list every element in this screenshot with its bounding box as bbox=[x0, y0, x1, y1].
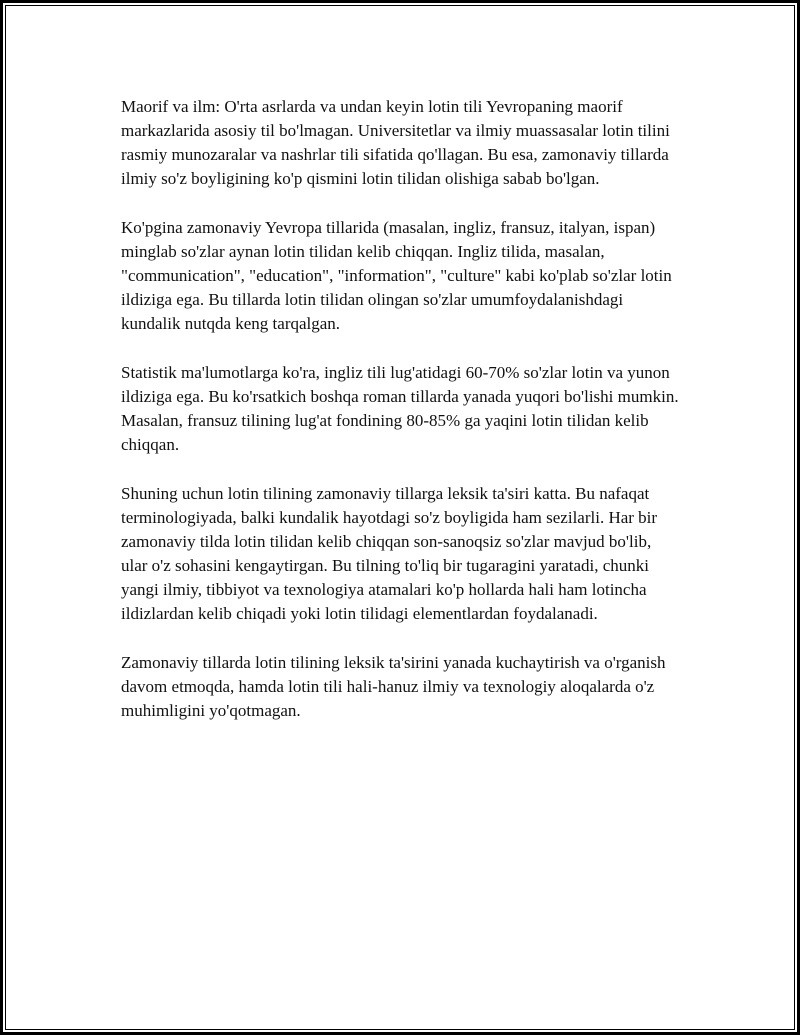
paragraph-xulosa: Zamonaviy tillarda lotin tilining leksik ta'sirini yanada kuchaytirish va o'rganish davom etmoqda, hamda lotin tili hali-hanuz ilmiy va texnologiy aloqalarda o'z muhimligini yo'qotmagan. bbox=[121, 652, 666, 720]
document-body bbox=[121, 95, 681, 748]
paragraph-yevropa-tillari: Ko'pgina zamonaviy Yevropa tillarida (masalan, ingliz, fransuz, italyan, ispan) minglab so'zlar aynan lotin tilidan kelib chiqqan. Ingliz tilida, masalan, "communication", "education", "information", "culture" kabi ko'plab so'zlar lotin ildiziga ega. Bu tillarda lotin tilidan olingan so'zlar umumfoydalanishdagi kundalik nutqda keng tarqalgan. bbox=[121, 217, 672, 334]
paragraph-maorif-va-ilm: Maorif va ilm: O'rta asrlarda va undan keyin lotin tili Yevropaning maorif markazlarida asosiy til bo'lmagan. Universitetlar va ilmiy muassasalar lotin tilini rasmiy munozaralar va nashrlar tili sifatida qo'llagan. Bu esa, zamonaviy tillarda ilmiy so'z boyligining ko'p qismini lotin tilidan olishiga sabab bo'lgan. bbox=[121, 97, 670, 189]
paragraph-statistik-malumotlar: Statistik ma'lumotlarga ko'ra, ingliz tili lug'atidagi 60-70% so'zlar lotin va yunon ildiziga ega. Bu ko'rsatkich boshqa roman tillarda yanada yuqori bo'lishi mumkin. Masalan, fransuz tilining lug'at fondining 80-85% ga yaqini lotin tilidan kelib chiqqan. bbox=[121, 362, 679, 455]
paragraph-leksik-tasir: Shuning uchun lotin tilining zamonaviy tillarga leksik ta'siri katta. Bu nafaqat terminologiyada, balki kundalik hayotdagi so'z boyligida ham sezilarli. Har bir zamonaviy tilda lotin tilidan kelib chiqqan son-sanoqsiz so'zlar mavjud bo'lib, ular o'z sohasini kengaytirgan. Bu tilning to'liq bir tugaragini yaratadi, chunki yangi ilmiy, tibbiyot va texnologiya atamalari ko'p hollarda hali ham lotincha ildizlardan kelib chiqadi yoki lotin tilidagi elementlardan foydalanadi. bbox=[121, 483, 658, 624]
